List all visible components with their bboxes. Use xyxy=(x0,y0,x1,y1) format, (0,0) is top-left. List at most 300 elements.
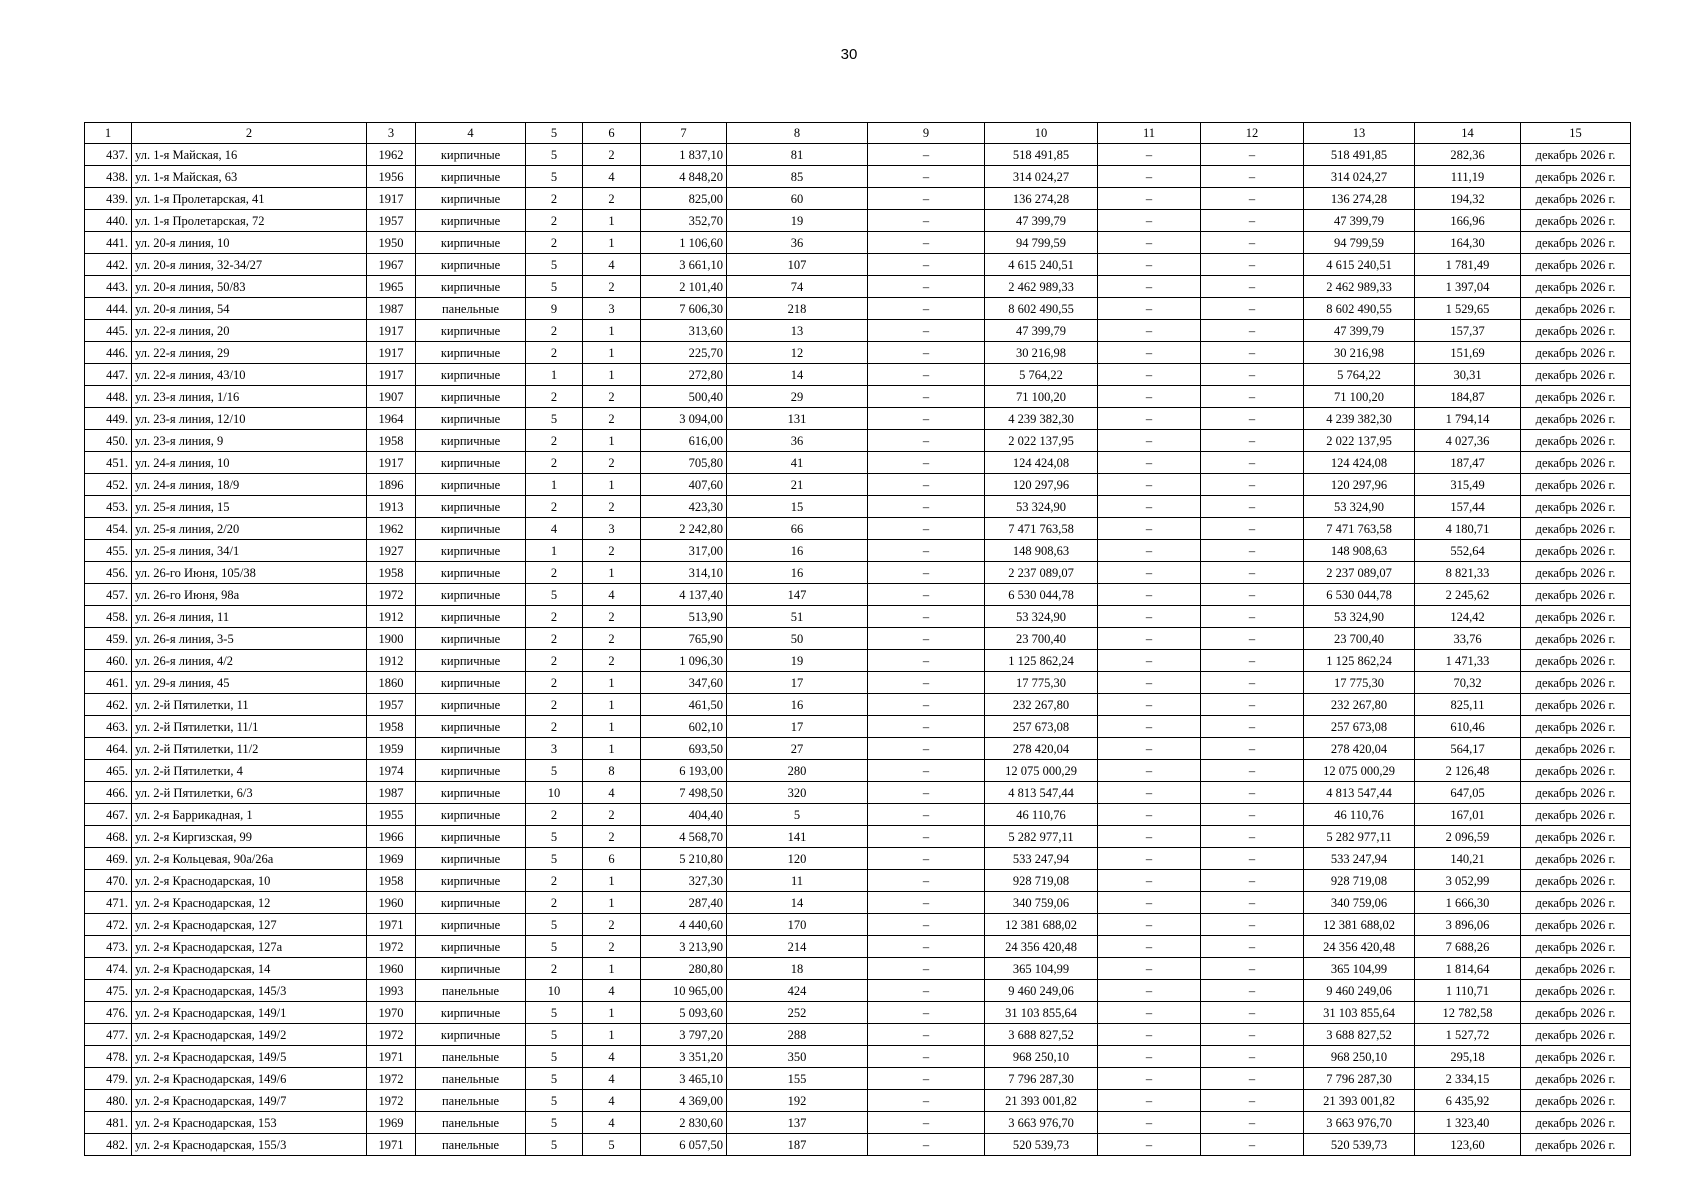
cell-year-built: 1970 xyxy=(367,1002,416,1024)
cell-residents: 252 xyxy=(727,1002,868,1024)
cell-entrances: 1 xyxy=(583,474,641,496)
table-row xyxy=(85,518,1631,540)
cell-cost-col-13: 2 022 137,95 xyxy=(1304,430,1415,452)
cell-wall-material: кирпичные xyxy=(416,628,526,650)
cell-cost-col-13: 7 471 763,58 xyxy=(1304,518,1415,540)
cell-entrances: 2 xyxy=(583,936,641,958)
cell-cost-col-13: 533 247,94 xyxy=(1304,848,1415,870)
cell-residents: 141 xyxy=(727,826,868,848)
cell-address: ул. 26-я линия, 11 xyxy=(132,606,367,628)
cell-entrances: 1 xyxy=(583,430,641,452)
cell-year-built: 1972 xyxy=(367,1090,416,1112)
cell-address: ул. 20-я линия, 32-34/27 xyxy=(132,254,367,276)
table-row xyxy=(85,870,1631,892)
cell-cost-col-13: 520 539,73 xyxy=(1304,1134,1415,1156)
cell-cost-col-11: – xyxy=(1098,210,1201,232)
table-row xyxy=(85,430,1631,452)
cell-residents: 16 xyxy=(727,694,868,716)
cell-entrances: 4 xyxy=(583,1046,641,1068)
cell-deadline: декабрь 2026 г. xyxy=(1521,1024,1631,1046)
cell-wall-material: кирпичные xyxy=(416,430,526,452)
cell-cost-col-9: – xyxy=(868,782,985,804)
cell-cost-col-9: – xyxy=(868,826,985,848)
cell-row-number: 456. xyxy=(85,562,132,584)
cell-cost-col-11: – xyxy=(1098,452,1201,474)
cell-cost-col-9: – xyxy=(868,430,985,452)
cell-cost-col-12: – xyxy=(1201,254,1304,276)
cell-residents: 17 xyxy=(727,716,868,738)
cell-entrances: 1 xyxy=(583,870,641,892)
cell-deadline: декабрь 2026 г. xyxy=(1521,914,1631,936)
cell-entrances: 2 xyxy=(583,408,641,430)
cell-deadline: декабрь 2026 г. xyxy=(1521,848,1631,870)
cell-address: ул. 2-й Пятилетки, 4 xyxy=(132,760,367,782)
cell-cost-col-11: – xyxy=(1098,584,1201,606)
cell-floors: 2 xyxy=(526,870,583,892)
cell-floors: 3 xyxy=(526,738,583,760)
cell-row-number: 463. xyxy=(85,716,132,738)
cell-cost-per-sqm: 1 323,40 xyxy=(1415,1112,1521,1134)
cell-residents: 36 xyxy=(727,232,868,254)
cell-cost-col-12: – xyxy=(1201,452,1304,474)
cell-address: ул. 20-я линия, 10 xyxy=(132,232,367,254)
cell-row-number: 457. xyxy=(85,584,132,606)
cell-cost-total: 278 420,04 xyxy=(985,738,1098,760)
table-row xyxy=(85,496,1631,518)
cell-cost-per-sqm: 7 688,26 xyxy=(1415,936,1521,958)
cell-cost-col-13: 314 024,27 xyxy=(1304,166,1415,188)
cell-cost-col-11: – xyxy=(1098,474,1201,496)
cell-row-number: 472. xyxy=(85,914,132,936)
cell-deadline: декабрь 2026 г. xyxy=(1521,562,1631,584)
cell-wall-material: панельные xyxy=(416,298,526,320)
cell-area: 3 661,10 xyxy=(641,254,727,276)
cell-floors: 5 xyxy=(526,254,583,276)
cell-wall-material: кирпичные xyxy=(416,1024,526,1046)
cell-floors: 4 xyxy=(526,518,583,540)
cell-cost-col-11: – xyxy=(1098,936,1201,958)
cell-cost-col-11: – xyxy=(1098,650,1201,672)
cell-floors: 2 xyxy=(526,650,583,672)
column-header-13: 13 xyxy=(1304,123,1415,144)
cell-year-built: 1964 xyxy=(367,408,416,430)
cell-wall-material: кирпичные xyxy=(416,760,526,782)
cell-floors: 1 xyxy=(526,474,583,496)
cell-row-number: 482. xyxy=(85,1134,132,1156)
table-row xyxy=(85,232,1631,254)
table-row xyxy=(85,760,1631,782)
cell-year-built: 1912 xyxy=(367,606,416,628)
cell-entrances: 2 xyxy=(583,452,641,474)
cell-cost-per-sqm: 184,87 xyxy=(1415,386,1521,408)
cell-cost-per-sqm: 6 435,92 xyxy=(1415,1090,1521,1112)
cell-address: ул. 22-я линия, 29 xyxy=(132,342,367,364)
cell-cost-col-13: 6 530 044,78 xyxy=(1304,584,1415,606)
cell-row-number: 444. xyxy=(85,298,132,320)
cell-row-number: 448. xyxy=(85,386,132,408)
cell-cost-per-sqm: 2 096,59 xyxy=(1415,826,1521,848)
cell-row-number: 458. xyxy=(85,606,132,628)
cell-wall-material: кирпичные xyxy=(416,254,526,276)
cell-cost-col-11: – xyxy=(1098,848,1201,870)
cell-deadline: декабрь 2026 г. xyxy=(1521,474,1631,496)
cell-cost-col-12: – xyxy=(1201,210,1304,232)
cell-deadline: декабрь 2026 г. xyxy=(1521,694,1631,716)
cell-year-built: 1960 xyxy=(367,958,416,980)
column-header-3: 3 xyxy=(367,123,416,144)
cell-wall-material: панельные xyxy=(416,1112,526,1134)
cell-area: 602,10 xyxy=(641,716,727,738)
cell-year-built: 1913 xyxy=(367,496,416,518)
cell-wall-material: панельные xyxy=(416,1046,526,1068)
cell-wall-material: кирпичные xyxy=(416,892,526,914)
cell-cost-col-9: – xyxy=(868,606,985,628)
cell-entrances: 2 xyxy=(583,496,641,518)
cell-cost-col-11: – xyxy=(1098,738,1201,760)
cell-cost-total: 232 267,80 xyxy=(985,694,1098,716)
cell-cost-per-sqm: 1 110,71 xyxy=(1415,980,1521,1002)
cell-cost-col-11: – xyxy=(1098,342,1201,364)
cell-cost-col-13: 232 267,80 xyxy=(1304,694,1415,716)
cell-cost-col-11: – xyxy=(1098,870,1201,892)
cell-row-number: 449. xyxy=(85,408,132,430)
cell-cost-total: 31 103 855,64 xyxy=(985,1002,1098,1024)
cell-cost-col-12: – xyxy=(1201,276,1304,298)
cell-cost-col-13: 1 125 862,24 xyxy=(1304,650,1415,672)
cell-row-number: 466. xyxy=(85,782,132,804)
cell-cost-col-9: – xyxy=(868,298,985,320)
table-row xyxy=(85,1068,1631,1090)
cell-address: ул. 25-я линия, 15 xyxy=(132,496,367,518)
cell-deadline: декабрь 2026 г. xyxy=(1521,188,1631,210)
cell-address: ул. 2-я Краснодарская, 127а xyxy=(132,936,367,958)
cell-cost-col-12: – xyxy=(1201,1024,1304,1046)
cell-row-number: 459. xyxy=(85,628,132,650)
cell-area: 317,00 xyxy=(641,540,727,562)
cell-floors: 5 xyxy=(526,1112,583,1134)
cell-cost-total: 4 813 547,44 xyxy=(985,782,1098,804)
cell-entrances: 4 xyxy=(583,782,641,804)
cell-residents: 18 xyxy=(727,958,868,980)
cell-floors: 2 xyxy=(526,496,583,518)
cell-cost-col-9: – xyxy=(868,650,985,672)
cell-wall-material: кирпичные xyxy=(416,562,526,584)
cell-floors: 5 xyxy=(526,1090,583,1112)
cell-year-built: 1912 xyxy=(367,650,416,672)
table-row xyxy=(85,716,1631,738)
cell-deadline: декабрь 2026 г. xyxy=(1521,430,1631,452)
cell-cost-total: 6 530 044,78 xyxy=(985,584,1098,606)
cell-cost-total: 7 796 287,30 xyxy=(985,1068,1098,1090)
cell-area: 693,50 xyxy=(641,738,727,760)
cell-entrances: 6 xyxy=(583,848,641,870)
cell-wall-material: кирпичные xyxy=(416,672,526,694)
cell-entrances: 1 xyxy=(583,232,641,254)
cell-row-number: 451. xyxy=(85,452,132,474)
cell-wall-material: кирпичные xyxy=(416,320,526,342)
cell-cost-col-9: – xyxy=(868,474,985,496)
cell-cost-col-11: – xyxy=(1098,1090,1201,1112)
cell-row-number: 465. xyxy=(85,760,132,782)
table-row xyxy=(85,672,1631,694)
cell-wall-material: панельные xyxy=(416,1090,526,1112)
cell-residents: 14 xyxy=(727,364,868,386)
cell-area: 513,90 xyxy=(641,606,727,628)
cell-deadline: декабрь 2026 г. xyxy=(1521,342,1631,364)
cell-cost-col-11: – xyxy=(1098,716,1201,738)
cell-cost-col-12: – xyxy=(1201,804,1304,826)
cell-entrances: 4 xyxy=(583,980,641,1002)
cell-cost-col-12: – xyxy=(1201,694,1304,716)
cell-row-number: 468. xyxy=(85,826,132,848)
cell-deadline: декабрь 2026 г. xyxy=(1521,254,1631,276)
cell-cost-col-12: – xyxy=(1201,232,1304,254)
cell-cost-per-sqm: 2 126,48 xyxy=(1415,760,1521,782)
cell-cost-col-12: – xyxy=(1201,562,1304,584)
cell-wall-material: кирпичные xyxy=(416,936,526,958)
cell-cost-col-11: – xyxy=(1098,562,1201,584)
cell-row-number: 476. xyxy=(85,1002,132,1024)
cell-cost-col-9: – xyxy=(868,210,985,232)
cell-area: 4 369,00 xyxy=(641,1090,727,1112)
cell-cost-col-13: 8 602 490,55 xyxy=(1304,298,1415,320)
cell-wall-material: кирпичные xyxy=(416,452,526,474)
table-row xyxy=(85,848,1631,870)
cell-cost-per-sqm: 140,21 xyxy=(1415,848,1521,870)
table-row xyxy=(85,1024,1631,1046)
cell-row-number: 443. xyxy=(85,276,132,298)
cell-cost-col-12: – xyxy=(1201,474,1304,496)
cell-cost-total: 17 775,30 xyxy=(985,672,1098,694)
cell-area: 4 568,70 xyxy=(641,826,727,848)
cell-cost-total: 7 471 763,58 xyxy=(985,518,1098,540)
cell-cost-col-9: – xyxy=(868,584,985,606)
cell-year-built: 1987 xyxy=(367,782,416,804)
cell-cost-col-9: – xyxy=(868,518,985,540)
cell-year-built: 1917 xyxy=(367,364,416,386)
cell-cost-per-sqm: 825,11 xyxy=(1415,694,1521,716)
cell-cost-col-13: 2 462 989,33 xyxy=(1304,276,1415,298)
table-row xyxy=(85,474,1631,496)
cell-cost-col-9: – xyxy=(868,320,985,342)
table-row xyxy=(85,364,1631,386)
cell-deadline: декабрь 2026 г. xyxy=(1521,760,1631,782)
cell-deadline: декабрь 2026 г. xyxy=(1521,232,1631,254)
cell-cost-col-9: – xyxy=(868,870,985,892)
cell-deadline: декабрь 2026 г. xyxy=(1521,738,1631,760)
cell-cost-per-sqm: 1 471,33 xyxy=(1415,650,1521,672)
cell-residents: 350 xyxy=(727,1046,868,1068)
column-header-7: 7 xyxy=(641,123,727,144)
cell-residents: 19 xyxy=(727,650,868,672)
cell-cost-col-13: 968 250,10 xyxy=(1304,1046,1415,1068)
cell-year-built: 1950 xyxy=(367,232,416,254)
cell-address: ул. 2-я Краснодарская, 145/3 xyxy=(132,980,367,1002)
cell-year-built: 1974 xyxy=(367,760,416,782)
table-body xyxy=(85,144,1631,1156)
cell-cost-col-11: – xyxy=(1098,166,1201,188)
cell-address: ул. 2-я Краснодарская, 149/2 xyxy=(132,1024,367,1046)
cell-residents: 41 xyxy=(727,452,868,474)
cell-cost-col-12: – xyxy=(1201,760,1304,782)
cell-cost-col-13: 12 075 000,29 xyxy=(1304,760,1415,782)
cell-row-number: 446. xyxy=(85,342,132,364)
cell-cost-per-sqm: 564,17 xyxy=(1415,738,1521,760)
cell-cost-col-12: – xyxy=(1201,496,1304,518)
cell-cost-per-sqm: 111,19 xyxy=(1415,166,1521,188)
table-row xyxy=(85,452,1631,474)
cell-cost-col-12: – xyxy=(1201,738,1304,760)
cell-cost-per-sqm: 2 245,62 xyxy=(1415,584,1521,606)
cell-cost-col-13: 24 356 420,48 xyxy=(1304,936,1415,958)
cell-residents: 187 xyxy=(727,1134,868,1156)
cell-cost-col-12: – xyxy=(1201,144,1304,166)
cell-cost-per-sqm: 2 334,15 xyxy=(1415,1068,1521,1090)
cell-deadline: декабрь 2026 г. xyxy=(1521,1134,1631,1156)
cell-cost-total: 2 237 089,07 xyxy=(985,562,1098,584)
cell-deadline: декабрь 2026 г. xyxy=(1521,276,1631,298)
cell-year-built: 1972 xyxy=(367,936,416,958)
cell-floors: 5 xyxy=(526,1024,583,1046)
column-header-4: 4 xyxy=(416,123,526,144)
cell-year-built: 1971 xyxy=(367,914,416,936)
cell-wall-material: кирпичные xyxy=(416,342,526,364)
cell-entrances: 1 xyxy=(583,1002,641,1024)
cell-cost-col-13: 71 100,20 xyxy=(1304,386,1415,408)
cell-year-built: 1907 xyxy=(367,386,416,408)
cell-cost-per-sqm: 194,32 xyxy=(1415,188,1521,210)
cell-cost-col-13: 5 282 977,11 xyxy=(1304,826,1415,848)
cell-floors: 2 xyxy=(526,958,583,980)
cell-cost-col-13: 21 393 001,82 xyxy=(1304,1090,1415,1112)
cell-row-number: 477. xyxy=(85,1024,132,1046)
cell-cost-total: 124 424,08 xyxy=(985,452,1098,474)
cell-cost-col-12: – xyxy=(1201,980,1304,1002)
cell-wall-material: кирпичные xyxy=(416,716,526,738)
cell-residents: 192 xyxy=(727,1090,868,1112)
cell-cost-col-9: – xyxy=(868,1024,985,1046)
table-row xyxy=(85,320,1631,342)
cell-year-built: 1967 xyxy=(367,254,416,276)
cell-deadline: декабрь 2026 г. xyxy=(1521,672,1631,694)
cell-deadline: декабрь 2026 г. xyxy=(1521,364,1631,386)
cell-row-number: 467. xyxy=(85,804,132,826)
cell-year-built: 1969 xyxy=(367,848,416,870)
cell-entrances: 2 xyxy=(583,276,641,298)
cell-address: ул. 2-я Баррикадная, 1 xyxy=(132,804,367,826)
cell-address: ул. 2-й Пятилетки, 11/1 xyxy=(132,716,367,738)
table-row xyxy=(85,166,1631,188)
cell-row-number: 480. xyxy=(85,1090,132,1112)
cell-cost-col-11: – xyxy=(1098,540,1201,562)
cell-cost-col-13: 3 663 976,70 xyxy=(1304,1112,1415,1134)
cell-entrances: 1 xyxy=(583,320,641,342)
table-row xyxy=(85,738,1631,760)
cell-cost-col-11: – xyxy=(1098,320,1201,342)
cell-cost-col-12: – xyxy=(1201,672,1304,694)
cell-cost-col-9: – xyxy=(868,254,985,276)
cell-cost-col-9: – xyxy=(868,936,985,958)
cell-address: ул. 2-я Краснодарская, 149/1 xyxy=(132,1002,367,1024)
cell-entrances: 2 xyxy=(583,628,641,650)
cell-wall-material: кирпичные xyxy=(416,650,526,672)
cell-floors: 5 xyxy=(526,1134,583,1156)
cell-cost-col-13: 12 381 688,02 xyxy=(1304,914,1415,936)
cell-wall-material: кирпичные xyxy=(416,210,526,232)
cell-cost-total: 148 908,63 xyxy=(985,540,1098,562)
cell-cost-col-13: 53 324,90 xyxy=(1304,606,1415,628)
cell-cost-col-13: 7 796 287,30 xyxy=(1304,1068,1415,1090)
cell-cost-col-12: – xyxy=(1201,892,1304,914)
cell-cost-col-11: – xyxy=(1098,298,1201,320)
table-row xyxy=(85,408,1631,430)
cell-entrances: 5 xyxy=(583,1134,641,1156)
cell-entrances: 1 xyxy=(583,892,641,914)
cell-cost-col-9: – xyxy=(868,980,985,1002)
cell-deadline: декабрь 2026 г. xyxy=(1521,452,1631,474)
cell-cost-col-11: – xyxy=(1098,364,1201,386)
cell-entrances: 3 xyxy=(583,518,641,540)
cell-floors: 2 xyxy=(526,232,583,254)
cell-cost-total: 520 539,73 xyxy=(985,1134,1098,1156)
cell-residents: 85 xyxy=(727,166,868,188)
cell-deadline: декабрь 2026 г. xyxy=(1521,606,1631,628)
cell-year-built: 1955 xyxy=(367,804,416,826)
cell-cost-per-sqm: 30,31 xyxy=(1415,364,1521,386)
cell-floors: 5 xyxy=(526,936,583,958)
cell-year-built: 1956 xyxy=(367,166,416,188)
cell-cost-total: 340 759,06 xyxy=(985,892,1098,914)
cell-floors: 2 xyxy=(526,628,583,650)
cell-floors: 5 xyxy=(526,1002,583,1024)
cell-cost-col-9: – xyxy=(868,1112,985,1134)
cell-area: 423,30 xyxy=(641,496,727,518)
cell-area: 7 606,30 xyxy=(641,298,727,320)
cell-deadline: декабрь 2026 г. xyxy=(1521,650,1631,672)
cell-address: ул. 2-я Краснодарская, 149/6 xyxy=(132,1068,367,1090)
cell-year-built: 1987 xyxy=(367,298,416,320)
cell-cost-col-12: – xyxy=(1201,188,1304,210)
cell-address: ул. 25-я линия, 34/1 xyxy=(132,540,367,562)
cell-cost-col-13: 120 297,96 xyxy=(1304,474,1415,496)
cell-cost-per-sqm: 1 781,49 xyxy=(1415,254,1521,276)
cell-cost-col-12: – xyxy=(1201,870,1304,892)
cell-address: ул. 23-я линия, 12/10 xyxy=(132,408,367,430)
table-row xyxy=(85,584,1631,606)
cell-year-built: 1927 xyxy=(367,540,416,562)
cell-floors: 2 xyxy=(526,606,583,628)
cell-cost-col-11: – xyxy=(1098,1046,1201,1068)
cell-cost-col-11: – xyxy=(1098,254,1201,276)
cell-cost-col-13: 5 764,22 xyxy=(1304,364,1415,386)
cell-area: 705,80 xyxy=(641,452,727,474)
cell-deadline: декабрь 2026 г. xyxy=(1521,628,1631,650)
cell-year-built: 1971 xyxy=(367,1046,416,1068)
cell-entrances: 4 xyxy=(583,1068,641,1090)
cell-entrances: 3 xyxy=(583,298,641,320)
cell-wall-material: кирпичные xyxy=(416,188,526,210)
cell-deadline: декабрь 2026 г. xyxy=(1521,408,1631,430)
cell-cost-col-11: – xyxy=(1098,804,1201,826)
cell-deadline: декабрь 2026 г. xyxy=(1521,1090,1631,1112)
cell-wall-material: кирпичные xyxy=(416,782,526,804)
cell-entrances: 2 xyxy=(583,914,641,936)
cell-row-number: 460. xyxy=(85,650,132,672)
cell-floors: 9 xyxy=(526,298,583,320)
cell-wall-material: кирпичные xyxy=(416,386,526,408)
cell-deadline: декабрь 2026 г. xyxy=(1521,298,1631,320)
cell-wall-material: кирпичные xyxy=(416,848,526,870)
